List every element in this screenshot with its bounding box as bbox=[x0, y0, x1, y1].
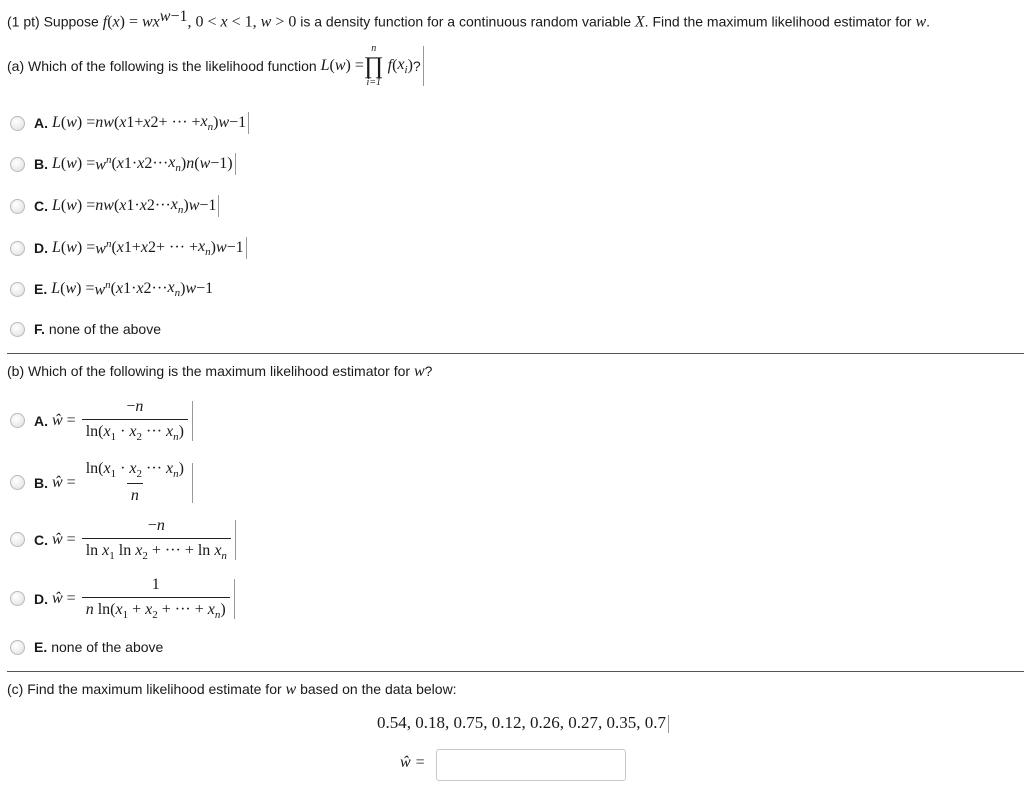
part-a-question: (a) Which of the following is the likelihood function L ( w ) = n ∏ i=1 f ( $x_i$ ) ? bbox=[7, 44, 424, 88]
radio-button[interactable] bbox=[10, 591, 25, 606]
part-a-option-a[interactable]: A. L ( w ) = nw ( x 1 + x 2 + ··· + $x_n$ ) w −1 bbox=[10, 112, 249, 134]
part-b-option-d[interactable]: D. ŵ = $\frac{1}{n \ln(x_1 + x_2 + \cdot\cdot\cdot + x_n)}$ bbox=[10, 576, 235, 621]
option-text: none of the above bbox=[51, 639, 164, 655]
part-a-option-d[interactable]: D. L ( w ) = $w^n$ ( x 1 + x 2 + ··· + $x_n$ ) w −1 bbox=[10, 237, 247, 259]
data-values bbox=[377, 713, 669, 733]
part-b-text: (b) Which of the following is the maximum likelihood estimator for bbox=[7, 363, 411, 379]
radio-button[interactable] bbox=[10, 640, 25, 655]
fraction: $\frac{-n}{\ln x_1 \ln x_2 + \cdot\cdot\cdot + \ln x_n}$ bbox=[82, 517, 231, 562]
part-a-option-f[interactable] bbox=[10, 321, 161, 337]
part-b-option-b[interactable]: B. ŵ = $\frac{\ln(x_1 \cdot x_2 \cdot\cdot\cdot x_n)}{n}$ bbox=[10, 460, 193, 505]
option-letter: F. bbox=[34, 321, 45, 337]
intro-tail: is a density function for a continuous random variable bbox=[300, 13, 631, 30]
option-letter: D. bbox=[34, 590, 48, 607]
part-b-option-e[interactable] bbox=[10, 639, 163, 655]
part-b-question: (b) Which of the following is the maximum likelihood estimator for w? bbox=[7, 363, 433, 380]
fraction: $\frac{-n}{\ln(x_1 \cdot x_2 \cdot\cdot\cdot x_n)}$ bbox=[82, 398, 188, 443]
option-letter: C. bbox=[34, 531, 48, 548]
radio-button[interactable] bbox=[10, 199, 25, 214]
product-symbol: n ∏ i=1 bbox=[363, 43, 384, 88]
problem-statement: (1 pt) Suppose $f(x) = wx^{w-1}$, 0 < x < 1, w > 0 is a density function for a continuous random variable X. Find the maximum likelihood estimator for w. bbox=[7, 8, 930, 31]
answer-label-text: ŵ = bbox=[400, 754, 426, 771]
option-letter: E. bbox=[34, 639, 48, 655]
intro-points: (1 pt) Suppose bbox=[7, 13, 99, 30]
answer-label bbox=[400, 754, 425, 772]
part-b-option-c[interactable]: C. ŵ = $\frac{-n}{\ln x_1 \ln x_2 + \cdot\cdot\cdot + \ln x_n}$ bbox=[10, 517, 236, 562]
part-c-text: (c) Find the maximum likelihood estimate for bbox=[7, 681, 282, 697]
section-divider bbox=[7, 353, 1024, 354]
part-c-tail: based on the data below: bbox=[300, 681, 457, 697]
intro-tail2: Find the maximum likelihood estimator for bbox=[652, 13, 912, 30]
option-letter: E. bbox=[34, 281, 48, 298]
option-letter: A. bbox=[34, 115, 48, 131]
density-formula: f bbox=[102, 13, 108, 31]
data-values-text: 0.54, 0.18, 0.75, 0.12, 0.26, 0.27, 0.35, 0.7 bbox=[377, 713, 666, 732]
option-letter: B. bbox=[34, 474, 48, 491]
part-a-option-e[interactable]: E. L ( w ) = $w^n$ ( x 1 · x 2 ··· $x_n$ ) w −1 bbox=[10, 279, 213, 299]
radio-button[interactable] bbox=[10, 322, 25, 337]
radio-button[interactable] bbox=[10, 241, 25, 256]
option-letter: D. bbox=[34, 240, 48, 256]
radio-button[interactable] bbox=[10, 532, 25, 547]
section-divider bbox=[7, 671, 1024, 672]
radio-button[interactable] bbox=[10, 475, 25, 490]
part-c-question: (c) Find the maximum likelihood estimate for w based on the data below: bbox=[7, 681, 457, 698]
radio-button[interactable] bbox=[10, 282, 25, 297]
part-a-text: (a) Which of the following is the likelihood function bbox=[7, 58, 317, 74]
fraction: $\frac{1}{n \ln(x_1 + x_2 + \cdot\cdot\cdot + x_n)}$ bbox=[82, 576, 230, 621]
part-a-option-c[interactable]: C. L ( w ) = nw ( x 1 · x 2 ··· $x_n$ ) w −1 bbox=[10, 195, 219, 217]
part-a-option-b[interactable]: B. L ( w ) = $w^n$ ( x 1 · x 2 ··· $x_n$ ) n ( w −1) bbox=[10, 153, 236, 175]
option-text: none of the above bbox=[48, 321, 161, 337]
radio-button[interactable] bbox=[10, 157, 25, 172]
answer-input[interactable] bbox=[436, 749, 626, 781]
option-letter: C. bbox=[34, 198, 48, 214]
option-letter: B. bbox=[34, 156, 48, 172]
radio-button[interactable] bbox=[10, 116, 25, 131]
option-letter: A. bbox=[34, 412, 48, 429]
fraction: $\frac{\ln(x_1 \cdot x_2 \cdot\cdot\cdot x_n)}{n}$ bbox=[85, 460, 184, 505]
radio-button[interactable] bbox=[10, 413, 25, 428]
part-b-option-a[interactable]: A. ŵ = $\frac{-n}{\ln(x_1 \cdot x_2 \cdot\cdot\cdot x_n)}$ bbox=[10, 398, 193, 443]
